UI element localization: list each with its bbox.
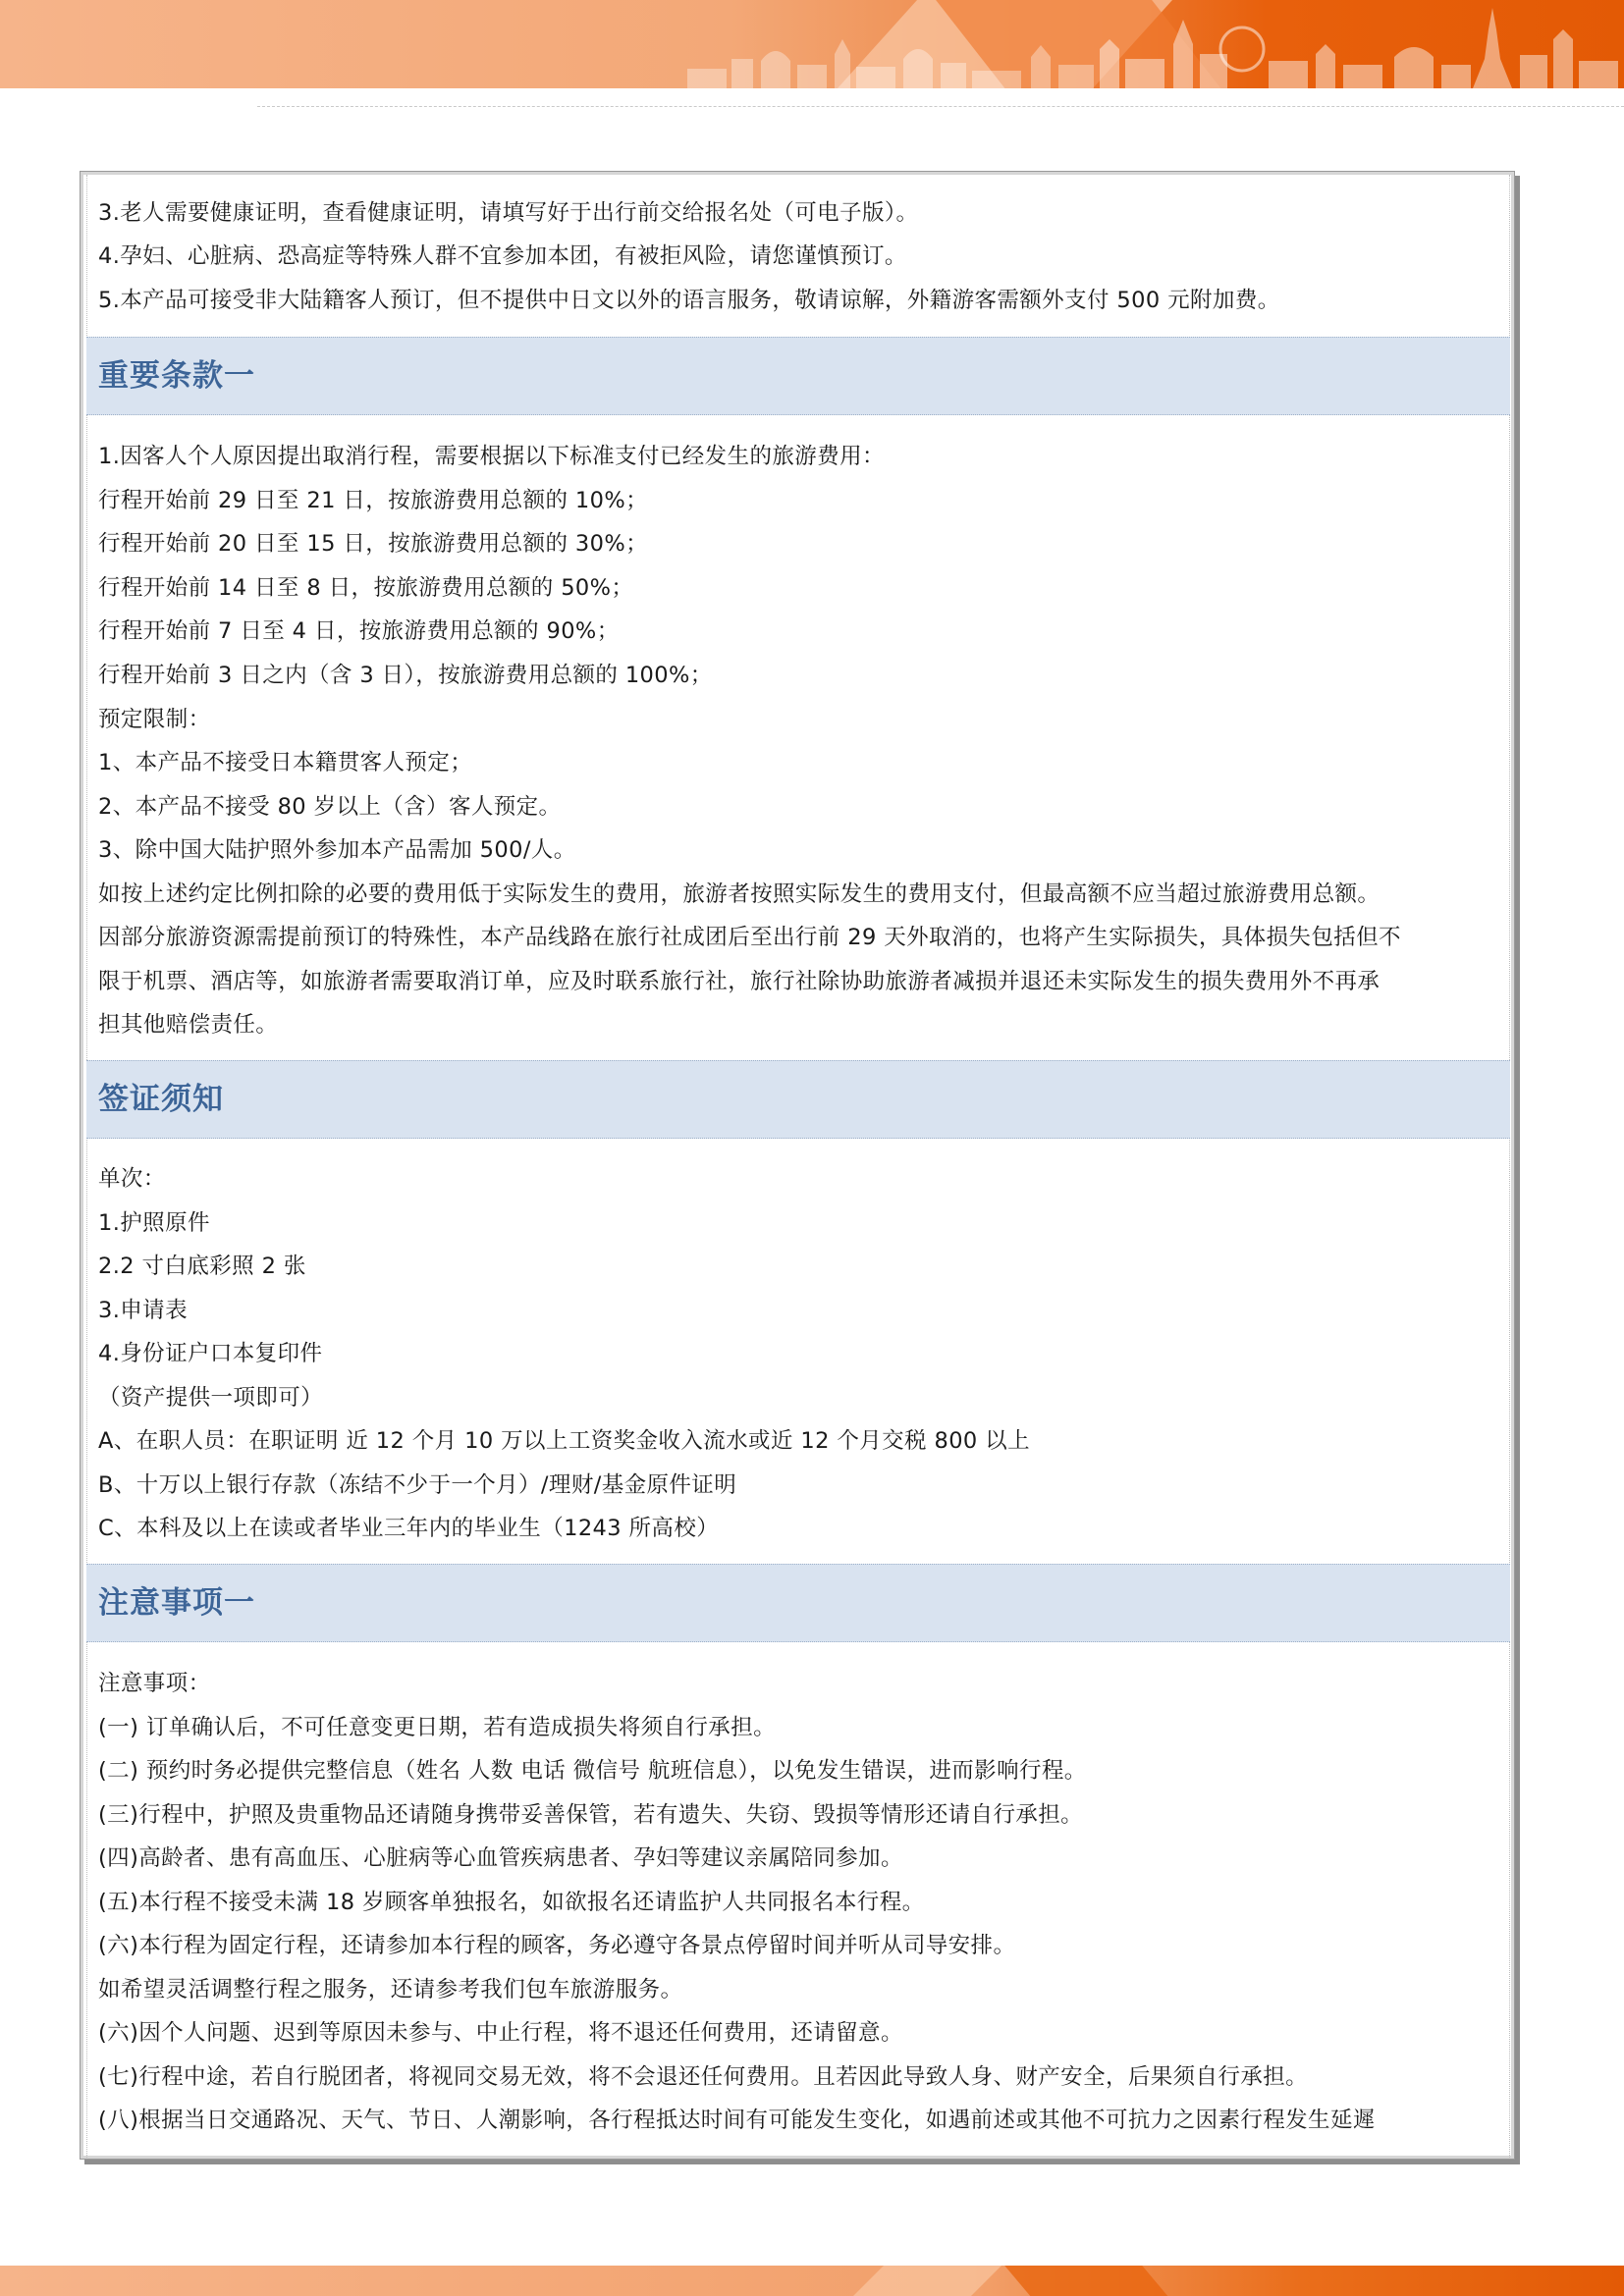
section-header-visa-notice <box>86 1060 1510 1139</box>
section-line: 如按上述约定比例扣除的必要的费用低于实际发生的费用，旅游者按照实际发生的费用支付，但最高额不应当超过旅游费用总额。 <box>98 881 1380 907</box>
section-header-important-terms <box>86 337 1510 415</box>
section-line: (五)本行程不接受未满 18 岁顾客单独报名，如欲报名还请监护人共同报名本行程。 <box>98 1890 925 1915</box>
section-title: 重要条款一 <box>98 358 255 394</box>
section-line: 1.护照原件 <box>98 1210 210 1236</box>
section-line: (一) 订单确认后，不可任意变更日期，若有造成损失将须自行承担。 <box>98 1715 777 1740</box>
section-line: B、十万以上银行存款（冻结不少于一个月）/理财/基金原件证明 <box>98 1472 737 1498</box>
section-line: 2、本产品不接受 80 岁以上（含）客人预定。 <box>98 794 562 820</box>
section-line: 行程开始前 7 日至 4 日，按旅游费用总额的 90%； <box>98 618 620 644</box>
section-title: 注意事项一 <box>98 1585 255 1621</box>
section-line: (六)本行程为固定行程，还请参加本行程的顾客，务必遵守各景点停留时间并听从司导安排。 <box>98 1933 1016 1958</box>
section-line: 行程开始前 20 日至 15 日，按旅游费用总额的 30%； <box>98 531 649 557</box>
section-title: 签证须知 <box>98 1082 224 1117</box>
section-line: 1.因客人个人原因提出取消行程，需要根据以下标准支付已经发生的旅游费用： <box>98 444 885 469</box>
section-line: (八)根据当日交通路况、天气、节日、人潮影响，各行程抵达时间有可能发生变化，如遇前述或其他不可抗力之因素行程发生延遲 <box>98 2108 1376 2133</box>
section-line: C、本科及以上在读或者毕业三年内的毕业生（1243 所高校） <box>98 1516 720 1541</box>
section-line: 预定限制： <box>98 707 211 732</box>
section-line: 3.申请表 <box>98 1298 188 1323</box>
section-line: （资产提供一项即可） <box>98 1385 324 1411</box>
footer-banner <box>0 2266 1624 2296</box>
intro-line: 5.本产品可接受非大陆籍客人预订，但不提供中日文以外的语言服务，敬请谅解，外籍游客需额外支付 500 元附加费。 <box>98 288 1280 313</box>
section-line: (二) 预约时务必提供完整信息（姓名 人数 电话 微信号 航班信息），以免发生错误，进而影响行程。 <box>98 1758 1087 1784</box>
city-skyline-decoration <box>0 0 1624 88</box>
intro-line: 4.孕妇、心脏病、恐高症等特殊人群不宜参加本团，有被拒风险，请您谨慎预订。 <box>98 243 907 269</box>
intro-line: 3.老人需要健康证明，查看健康证明，请填写好于出行前交给报名处（可电子版）。 <box>98 200 919 226</box>
section-header-precautions <box>86 1564 1510 1642</box>
section-line: (四)高龄者、患有高血压、心脏病等心血管疾病患者、孕妇等建议亲属陪同参加。 <box>98 1845 903 1871</box>
footer-diagonal-dark <box>997 2266 1183 2296</box>
footer-diagonal-light <box>835 2266 1011 2296</box>
header-divider <box>257 106 1624 107</box>
section-line: 1、本产品不接受日本籍贯客人预定； <box>98 750 473 775</box>
section-line: (三)行程中，护照及贵重物品还请随身携带妥善保管，若有遗失、失窃、毁损等情形还请自行承担。 <box>98 1802 1084 1828</box>
section-line: 限于机票、酒店等，如旅游者需要取消订单，应及时联系旅行社，旅行社除协助旅游者减损并退还未实际发生的损失费用外不再承 <box>98 969 1380 994</box>
section-line: 如希望灵活调整行程之服务，还请参考我们包车旅游服务。 <box>98 1977 683 2002</box>
section-line: 担其他赔偿责任。 <box>98 1012 279 1038</box>
section-line: (六)因个人问题、迟到等原因未参与、中止行程，将不退还任何费用，还请留意。 <box>98 2020 903 2046</box>
section-line: 因部分旅游资源需提前预订的特殊性，本产品线路在旅行社成团后至出行前 29 天外取消的，也将产生实际损失，具体损失包括但不 <box>98 925 1401 950</box>
section-line: 3、除中国大陆护照外参加本产品需加 500/人。 <box>98 837 576 863</box>
section-line: 行程开始前 14 日至 8 日，按旅游费用总额的 50%； <box>98 575 634 601</box>
section-line: (七)行程中途，若自行脱团者，将视同交易无效，将不会退还任何费用。且若因此导致人身、财产安全，后果须自行承担。 <box>98 2064 1309 2090</box>
section-line: 4.身份证户口本复印件 <box>98 1341 323 1366</box>
section-line: 单次： <box>98 1166 166 1192</box>
section-line: 注意事项： <box>98 1671 211 1696</box>
section-line: 2.2 寸白底彩照 2 张 <box>98 1254 306 1279</box>
section-line: 行程开始前 29 日至 21 日，按旅游费用总额的 10%； <box>98 488 649 513</box>
section-line: A、在职人员：在职证明 近 12 个月 10 万以上工资奖金收入流水或近 12 个月交税 800 以上 <box>98 1428 1030 1454</box>
section-line: 行程开始前 3 日之内（含 3 日），按旅游费用总额的 100%； <box>98 663 713 688</box>
header-banner <box>0 0 1624 88</box>
